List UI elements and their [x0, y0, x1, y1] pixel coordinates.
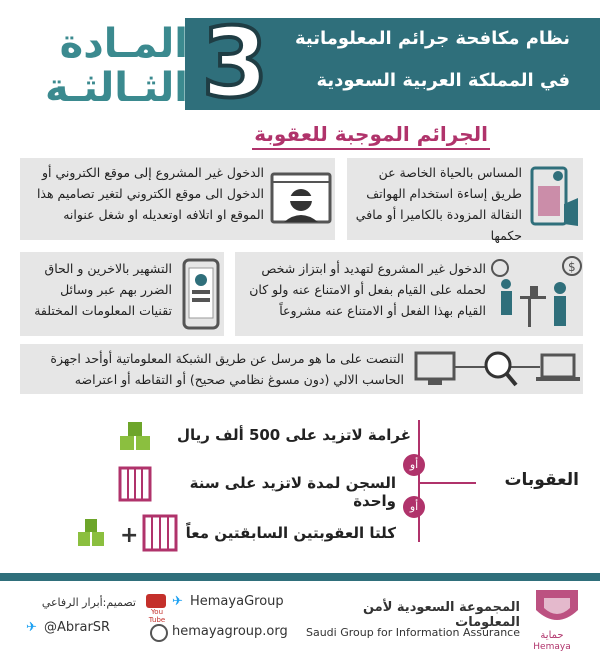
svg-text:+: + — [120, 523, 139, 548]
hemaya-logo-icon — [530, 586, 584, 630]
penalties-connector — [420, 482, 476, 484]
penalty-prison: السجن لمدة لاتزيد على سنة واحدة — [189, 474, 396, 510]
twitter-handle-org[interactable]: HemayaGroup — [190, 594, 284, 609]
org-name-en: Saudi Group for Information Assurance — [305, 626, 520, 639]
defamation-phone-icon — [180, 258, 222, 330]
designer-handle[interactable]: @AbrarSR — [44, 620, 111, 635]
penalties-bracket-line — [418, 420, 420, 542]
crime-text-defamation: التشهير بالاخرين و الحاق الضرر بهم عبر وسائل تقنيات المعلومات المختلفة — [34, 261, 172, 318]
camera-phone-icon — [528, 164, 580, 234]
logo-ar: حماية — [540, 630, 564, 641]
header-title-line1: نظام مكافحة جرائم المعلوماتية — [294, 28, 570, 49]
article-title — [18, 22, 188, 110]
youtube-label: You Tube — [148, 608, 166, 624]
article-word2: الثـالثـة — [44, 65, 188, 111]
org-name-ar: المجموعة السعودية لأمن المعلومات — [362, 600, 520, 630]
prison-icon — [118, 466, 152, 502]
prison-plus-money-icon — [76, 514, 180, 552]
network-eavesdrop-icon — [414, 349, 580, 391]
globe-icon — [150, 624, 168, 642]
crime-text-website: الدخول غير المشروع إلى موقع الكتروني أو الدخول الى موقع الكتروني لتغير تصاميم هذا الموقع او اتلافه اوتعديله او شغل عنوانه — [36, 165, 264, 222]
crimes-title: الجرائم الموجبة للعقوبة — [252, 122, 490, 150]
svg-text:$: $ — [568, 260, 576, 274]
crime-text-extortion: الدخول غير المشروع لتهديد أو ابتزاز شخص لحمله على القيام بفعل أو الامتناع عنه ولو كان القيام بهذا الفعل أو الامتناع عنه مشروعاً — [249, 261, 486, 318]
or-badge-1: أو — [403, 454, 425, 476]
article-word1: المـادة — [59, 21, 188, 67]
header-title-line2: في المملكة العربية السعودية — [316, 70, 570, 91]
or-badge-2: أو — [403, 496, 425, 518]
penalties-title: العقوبات — [504, 470, 579, 490]
twitter-icon[interactable]: ✈ — [172, 594, 183, 609]
extortion-icon — [490, 256, 582, 332]
hacker-icon — [270, 172, 332, 224]
designer-credit: تصميم:أبرار الرفاعي — [41, 596, 136, 609]
crime-text-privacy: المساس بالحياة الخاصة عن طريق إساءة استخدام الهواتف النقالة المزودة بالكاميرا أو مافي حكمها — [355, 165, 522, 243]
penalty-both: كلتا العقوبتين السابقتين معاً — [185, 524, 396, 542]
penalty-fine: غرامة لاتزيد على 500 ألف ريال — [176, 426, 411, 444]
article-number: 3 — [201, 7, 269, 119]
twitter-icon-designer[interactable]: ✈ — [26, 620, 37, 635]
footer-band — [0, 573, 600, 581]
logo-en: Hemaya — [533, 642, 571, 652]
money-stack-icon — [118, 418, 152, 452]
crime-text-eavesdrop: التنصت على ما هو مرسل عن طريق الشبكة المعلوماتية أوأحد اجهزة الحاسب الالي (دون مسوغ نظامي صحيح) أو التقاطه أو اعتراضه — [50, 351, 404, 387]
youtube-icon[interactable] — [146, 594, 166, 608]
website-link[interactable]: hemayagroup.org — [172, 624, 288, 639]
